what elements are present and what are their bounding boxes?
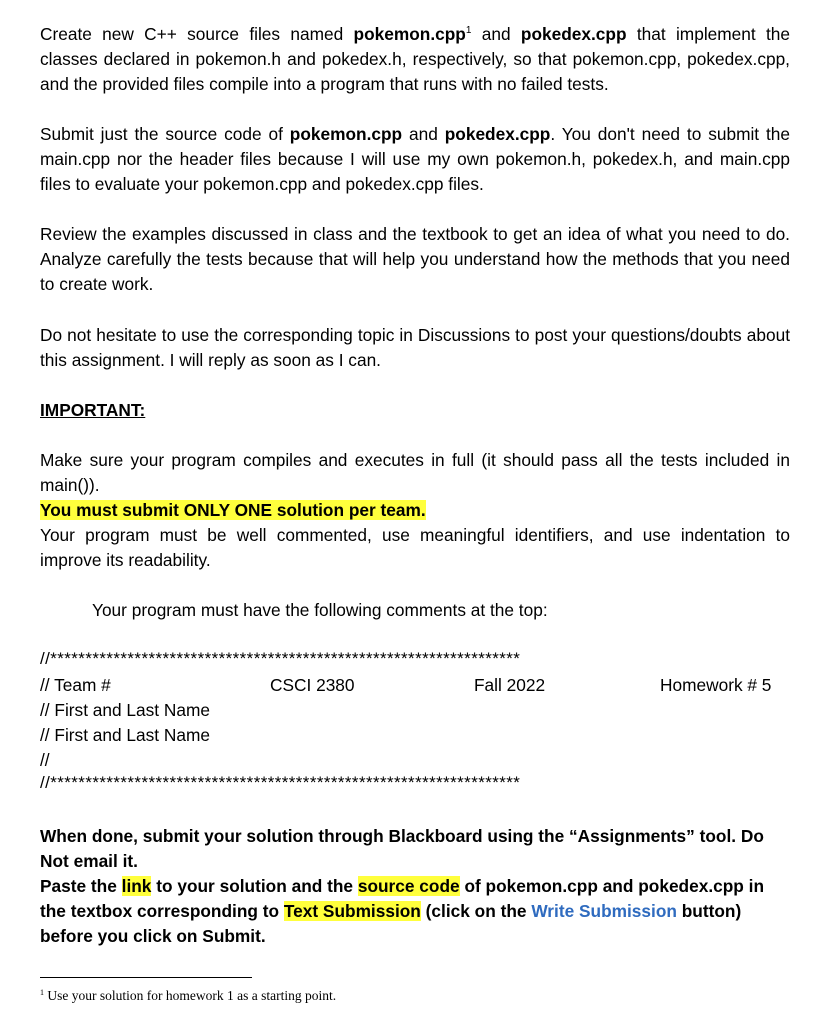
discussion-paragraph: Do not hesitate to use the corresponding topic in Discussions to post your questions/doubts about this assignment. I will reply as soon as I can. [40, 325, 790, 370]
review-paragraph: Review the examples discussed in class and the textbook to get an idea of what you need to do. Analyze carefully the tests because that will help you understand how the methods that you need to create work. [40, 224, 790, 294]
team-rule: You must submit ONLY ONE solution per team. [40, 500, 426, 520]
highlight-link: link [121, 876, 152, 896]
important-heading: IMPORTANT: [40, 400, 146, 420]
comment-name-2: // First and Last Name [40, 725, 210, 745]
submit-paragraph: Submit just the source code of pokemon.cpp and pokedex.cpp. You don't need to submit the main.cpp nor the header files because I will use my own pokemon.h, pokedex.h, and main.cpp files to evaluate your pokemon.cpp and pokedex.cpp files. [40, 124, 791, 194]
style-paragraph: Your program must be well commented, use meaningful identifiers, and use indentation to improve its readability. [40, 525, 790, 570]
file-name: pokemon.cpp [353, 24, 466, 44]
blackboard-paragraph: When done, submit your solution through Blackboard using the “Assignments” tool. Do Not email it. [40, 826, 764, 871]
highlight-text-submission: Text Submission [283, 901, 421, 921]
write-submission-label: Write Submission [531, 901, 677, 921]
comment-course: CSCI 2380 [270, 675, 355, 695]
highlight-source-code: source code [357, 876, 460, 896]
comment-team: // Team # [40, 675, 111, 695]
comments-intro: Your program must have the following comments at the top: [92, 600, 548, 620]
compile-paragraph: Make sure your program compiles and executes in full (it should pass all the tests included in main()). [40, 450, 790, 495]
footnote-ref: 1 [465, 25, 472, 36]
file-name: pokemon.cpp [289, 124, 403, 144]
footnote: $^1$ Use your solution for homework 1 as a starting point. [40, 988, 337, 1003]
comment-border-bottom: //******************************************************************* [40, 773, 521, 792]
file-name: pokedex.cpp [444, 124, 551, 144]
file-name: pokedex.cpp [520, 24, 627, 44]
intro-paragraph: Create new C++ source files named pokemon.cpp$^1$ and pokedex.cpp that implement the classes declared in pokemon.h and pokedex.h, respectively, so that pokemon.cpp, pokedex.cpp, and the provided files compile into a program that runs with no failed tests. [40, 24, 791, 94]
paste-paragraph: Paste the link to your solution and the source code of pokemon.cpp and pokedex.cpp in the textbox corresponding to Text Submission (click on the Write Submission button) before you click on Submit. [40, 876, 765, 946]
comment-name-1: // First and Last Name [40, 700, 210, 720]
comment-border-top: //******************************************************************* [40, 649, 521, 668]
comment-term: Fall 2022 [474, 675, 546, 695]
comment-blank: // [40, 750, 50, 770]
footnote-divider [40, 977, 252, 978]
comment-homework: Homework # 5 [660, 675, 772, 695]
